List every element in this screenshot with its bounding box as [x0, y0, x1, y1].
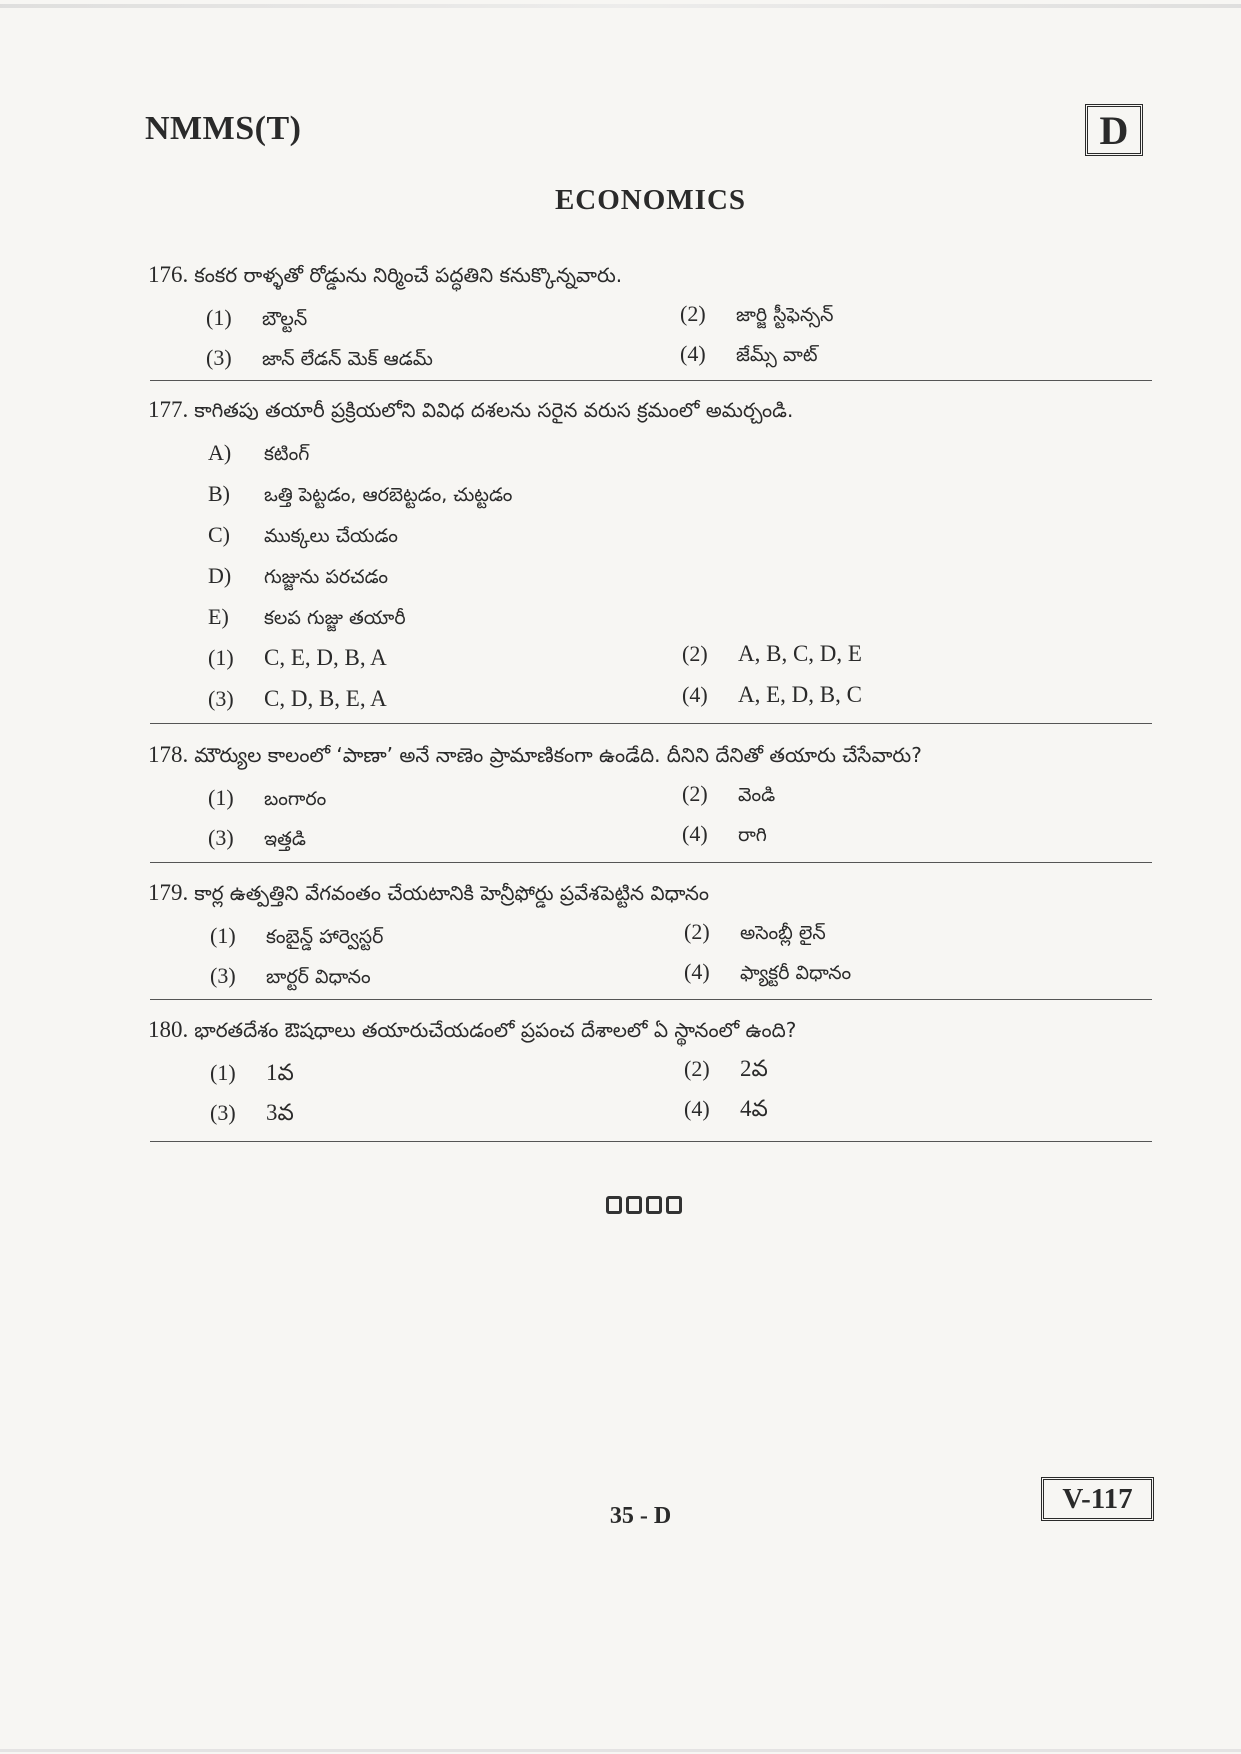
exam-code: NMMS(T) — [145, 110, 302, 147]
option-number: (1) — [210, 1060, 236, 1085]
divider — [150, 380, 1152, 381]
option-number: (3) — [208, 686, 234, 711]
question-stem: భారతదేశం ఔషధాలు తయారుచేయడంలో ప్రపంచ దేశాలలో ఏ స్థానంలో ఉంది? — [194, 1018, 797, 1042]
question-stem: కాగితపు తయారీ ప్రక్రియలోని వివిధ దశలను సరైన వరుస క్రమంలో అమర్చండి. — [194, 398, 794, 422]
item-text: గుజ్జును పరచడం — [264, 566, 389, 588]
option-3 — [208, 686, 387, 712]
option-number: (1) — [208, 785, 234, 810]
question-stem: కంకర రాళ్ళతో రోడ్డును నిర్మించే పద్ధతిని కనుక్కొన్నవారు. — [194, 263, 623, 287]
end-box-icon — [646, 1196, 662, 1214]
option-3 — [206, 345, 433, 375]
question-text — [148, 262, 1148, 292]
subject-title: ECONOMICS — [554, 184, 747, 216]
option-number: (2) — [682, 781, 708, 806]
divider — [150, 999, 1152, 1000]
question-number: 176. — [148, 262, 189, 287]
option-text: రాగి — [738, 824, 767, 846]
option-2 — [684, 1056, 768, 1088]
question-179 — [148, 880, 1148, 910]
option-number: (4) — [682, 821, 708, 846]
option-3 — [210, 1100, 294, 1132]
question-number: 180. — [148, 1017, 189, 1042]
item-letter: D) — [208, 563, 232, 588]
question-text — [148, 397, 1148, 427]
option-number: (2) — [680, 301, 706, 326]
item-c — [208, 522, 398, 552]
divider — [150, 723, 1152, 724]
item-letter: C) — [208, 522, 230, 547]
option-text: 3వ — [266, 1100, 294, 1125]
question-text — [148, 1017, 1148, 1047]
question-number: 177. — [148, 397, 189, 422]
option-1 — [208, 645, 387, 671]
option-number: (4) — [684, 959, 710, 984]
option-4 — [682, 821, 767, 851]
series-code: V-117 — [1062, 1482, 1133, 1515]
set-code-box — [1085, 104, 1143, 156]
option-number: (2) — [684, 1056, 710, 1081]
page-number: 35 - D — [609, 1503, 672, 1529]
scan-edge-bottom — [0, 1749, 1241, 1752]
option-2 — [682, 781, 775, 811]
option-text: 4వ — [740, 1096, 768, 1121]
option-2 — [682, 641, 862, 667]
option-number: (3) — [210, 1100, 236, 1125]
option-text: జేమ్స్ వాట్ — [736, 344, 818, 366]
option-text: బార్టర్ విధానం — [266, 966, 371, 988]
option-4 — [682, 682, 862, 708]
option-number: (3) — [206, 345, 232, 370]
end-of-section-mark — [606, 1196, 682, 1214]
option-number: (1) — [208, 645, 234, 670]
option-1 — [206, 305, 307, 335]
option-number: (2) — [682, 641, 708, 666]
option-1 — [210, 923, 383, 953]
option-text: C, E, D, B, A — [264, 645, 387, 670]
option-number: (4) — [684, 1096, 710, 1121]
item-letter: B) — [208, 481, 230, 506]
question-178 — [148, 742, 1148, 772]
question-number: 178. — [148, 742, 189, 767]
option-text: C, D, B, E, A — [264, 686, 387, 711]
item-text: ముక్కలు చేయడం — [264, 525, 398, 547]
option-text: ఇత్తడి — [264, 828, 306, 850]
option-3 — [208, 825, 306, 855]
option-2 — [680, 301, 834, 331]
question-stem: కార్ల ఉత్పత్తిని వేగవంతం చేయటానికి హెన్రీఫోర్డు ప్రవేశపెట్టిన విధానం — [194, 881, 709, 905]
option-text: అసెంబ్లీ లైన్ — [740, 922, 826, 944]
option-number: (3) — [210, 963, 236, 988]
end-box-icon — [626, 1196, 642, 1214]
option-number: (3) — [208, 825, 234, 850]
item-b — [208, 481, 512, 511]
option-number: (4) — [680, 341, 706, 366]
option-text: ఫ్యాక్టరీ విధానం — [740, 962, 852, 984]
option-3 — [210, 963, 371, 993]
option-text: A, E, D, B, C — [738, 682, 862, 707]
option-text: వెండి — [738, 784, 776, 806]
divider — [150, 1141, 1152, 1142]
item-text: కలప గుజ్జు తయారీ — [264, 607, 406, 629]
item-text: కటింగ్ — [264, 443, 310, 465]
option-1 — [210, 1060, 294, 1092]
option-number: (1) — [210, 923, 236, 948]
option-1 — [208, 785, 326, 815]
option-text: కంబైన్డ్ హార్వెస్టర్ — [266, 926, 384, 948]
option-number: (1) — [206, 305, 232, 330]
question-text — [148, 880, 1148, 910]
set-code: D — [1099, 107, 1129, 153]
option-2 — [684, 919, 826, 949]
item-a — [208, 440, 309, 470]
item-d — [208, 563, 388, 593]
divider — [150, 862, 1152, 863]
option-number: (4) — [682, 682, 708, 707]
option-4 — [684, 1096, 768, 1128]
item-letter: E) — [208, 604, 229, 629]
item-text: ఒత్తి పెట్టడం, ఆరబెట్టడం, చుట్టడం — [264, 484, 513, 506]
option-text: బంగారం — [264, 788, 327, 810]
option-text: 1వ — [266, 1060, 294, 1085]
question-number: 179. — [148, 880, 189, 905]
question-stem: మౌర్యుల కాలంలో ‘పాణా’ అనే నాణెం ప్రామాణికంగా ఉండేది. దీనిని దేనితో తయారు చేసేవారు? — [194, 743, 922, 767]
scan-edge-top — [0, 4, 1241, 8]
question-text — [148, 742, 1148, 772]
option-text: బౌల్టన్ — [262, 308, 308, 330]
option-text: A, B, C, D, E — [738, 641, 862, 666]
question-177 — [148, 397, 1148, 427]
end-box-icon — [666, 1196, 682, 1214]
option-text: జార్జి స్టీఫెన్సన్ — [736, 304, 834, 326]
option-4 — [684, 959, 851, 989]
option-text: 2వ — [740, 1056, 768, 1081]
item-e — [208, 604, 406, 634]
option-number: (2) — [684, 919, 710, 944]
item-letter: A) — [208, 440, 232, 465]
question-180 — [148, 1017, 1148, 1047]
option-text: జాన్ లేడన్ మెక్ ఆడమ్ — [262, 348, 433, 370]
option-4 — [680, 341, 818, 371]
series-code-box — [1041, 1477, 1154, 1521]
question-176 — [148, 262, 1148, 292]
end-box-icon — [606, 1196, 622, 1214]
